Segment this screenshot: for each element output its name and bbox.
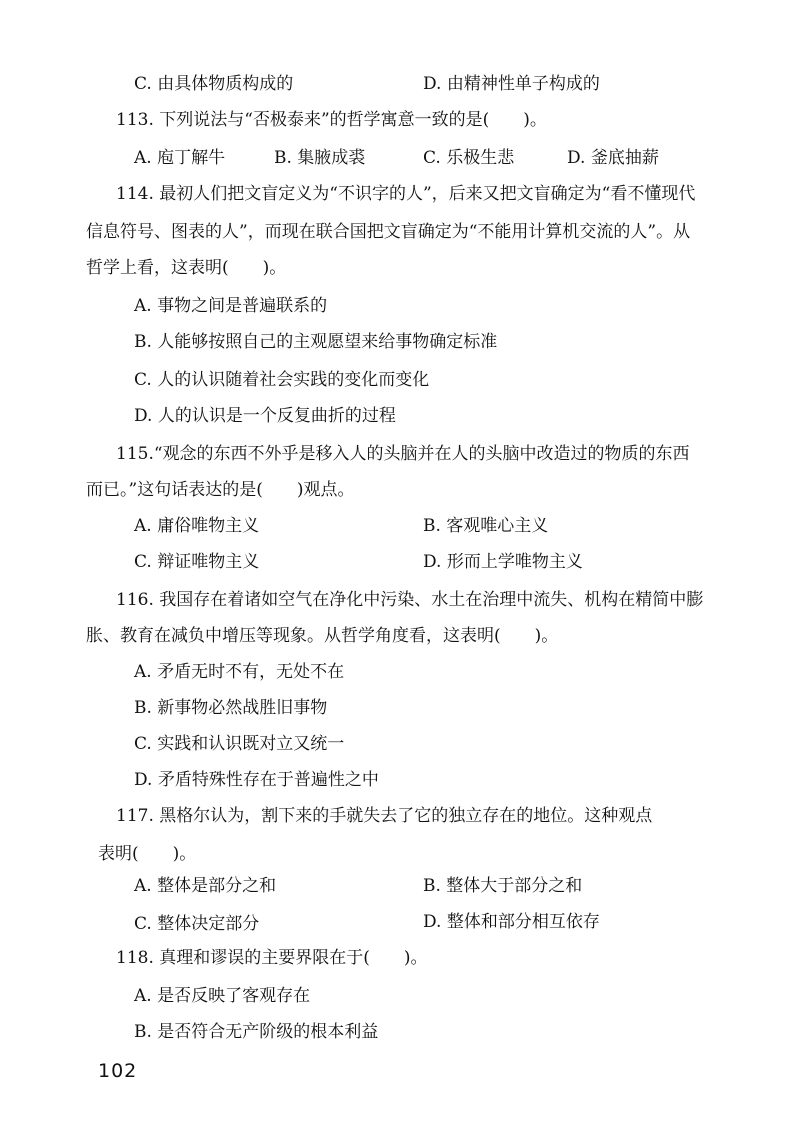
option-a: A. 是否反映了客观存在 (134, 986, 311, 1006)
option-d: D. 形而上学唯物主义 (423, 552, 583, 572)
option-a: A. 整体是部分之和 (134, 876, 277, 896)
question-stem: 115.“观念的东西不外乎是移入人的头脑并在人的头脑中改造过的物质的东西 (116, 444, 690, 464)
question-stem: 哲学上看，这表明( )。 (86, 258, 287, 278)
question-stem: 而已。”这句话表达的是( )观点。 (86, 480, 355, 500)
option-b: B. 是否符合无产阶级的根本利益 (134, 1022, 379, 1042)
question-stem: 114. 最初人们把文盲定义为“不识字的人”，后来又把文盲确定为“看不懂现代 (116, 184, 696, 204)
question-stem: 116. 我国存在着诸如空气在净化中污染、水土在治理中流失、机构在精简中膨 (116, 590, 704, 610)
question-stem: 117. 黑格尔认为，割下来的手就失去了它的独立存在的地位。这种观点 (116, 806, 653, 826)
option-a: A. 庸俗唯物主义 (134, 516, 260, 536)
option-b: B. 客观唯心主义 (423, 516, 549, 536)
question-stem: 信息符号、图表的人”，而现在联合国把文盲确定为“不能用计算机交流的人”。从 (86, 222, 691, 242)
option-b: B. 人能够按照自己的主观愿望来给事物确定标准 (134, 332, 498, 352)
question-stem: 表明( )。 (98, 844, 197, 864)
question-stem: 118. 真理和谬误的主要界限在于( )。 (116, 948, 428, 968)
option-c: C. 人的认识随着社会实践的变化而变化 (134, 370, 430, 390)
option-a: A. 事物之间是普遍联系的 (134, 296, 328, 316)
option-d: D. 整体和部分相互依存 (423, 912, 600, 932)
option-c: C. 由具体物质构成的 (134, 74, 294, 94)
option-d: D. 矛盾特殊性存在于普遍性之中 (134, 770, 379, 790)
page-number: 102 (98, 1060, 138, 1082)
option-b: B. 集腋成裘 (274, 148, 366, 168)
option-a: A. 矛盾无时不有，无处不在 (134, 662, 345, 682)
option-d: D. 由精神性单子构成的 (423, 74, 600, 94)
option-b: B. 新事物必然战胜旧事物 (134, 698, 328, 718)
option-c: C. 实践和认识既对立又统一 (134, 734, 345, 754)
question-stem: 113. 下列说法与“否极泰来”的哲学寓意一致的是( )。 (116, 110, 547, 130)
option-c: C. 乐极生悲 (423, 148, 515, 168)
option-d: D. 人的认识是一个反复曲折的过程 (134, 406, 396, 426)
option-c: C. 辩证唯物主义 (134, 552, 260, 572)
option-b: B. 整体大于部分之和 (423, 876, 583, 896)
option-c: C. 整体决定部分 (134, 914, 260, 934)
option-a: A. 庖丁解牛 (134, 148, 226, 168)
question-stem: 胀、教育在减负中增压等现象。从哲学角度看，这表明( )。 (86, 626, 559, 646)
option-d: D. 釜底抽薪 (567, 148, 659, 168)
